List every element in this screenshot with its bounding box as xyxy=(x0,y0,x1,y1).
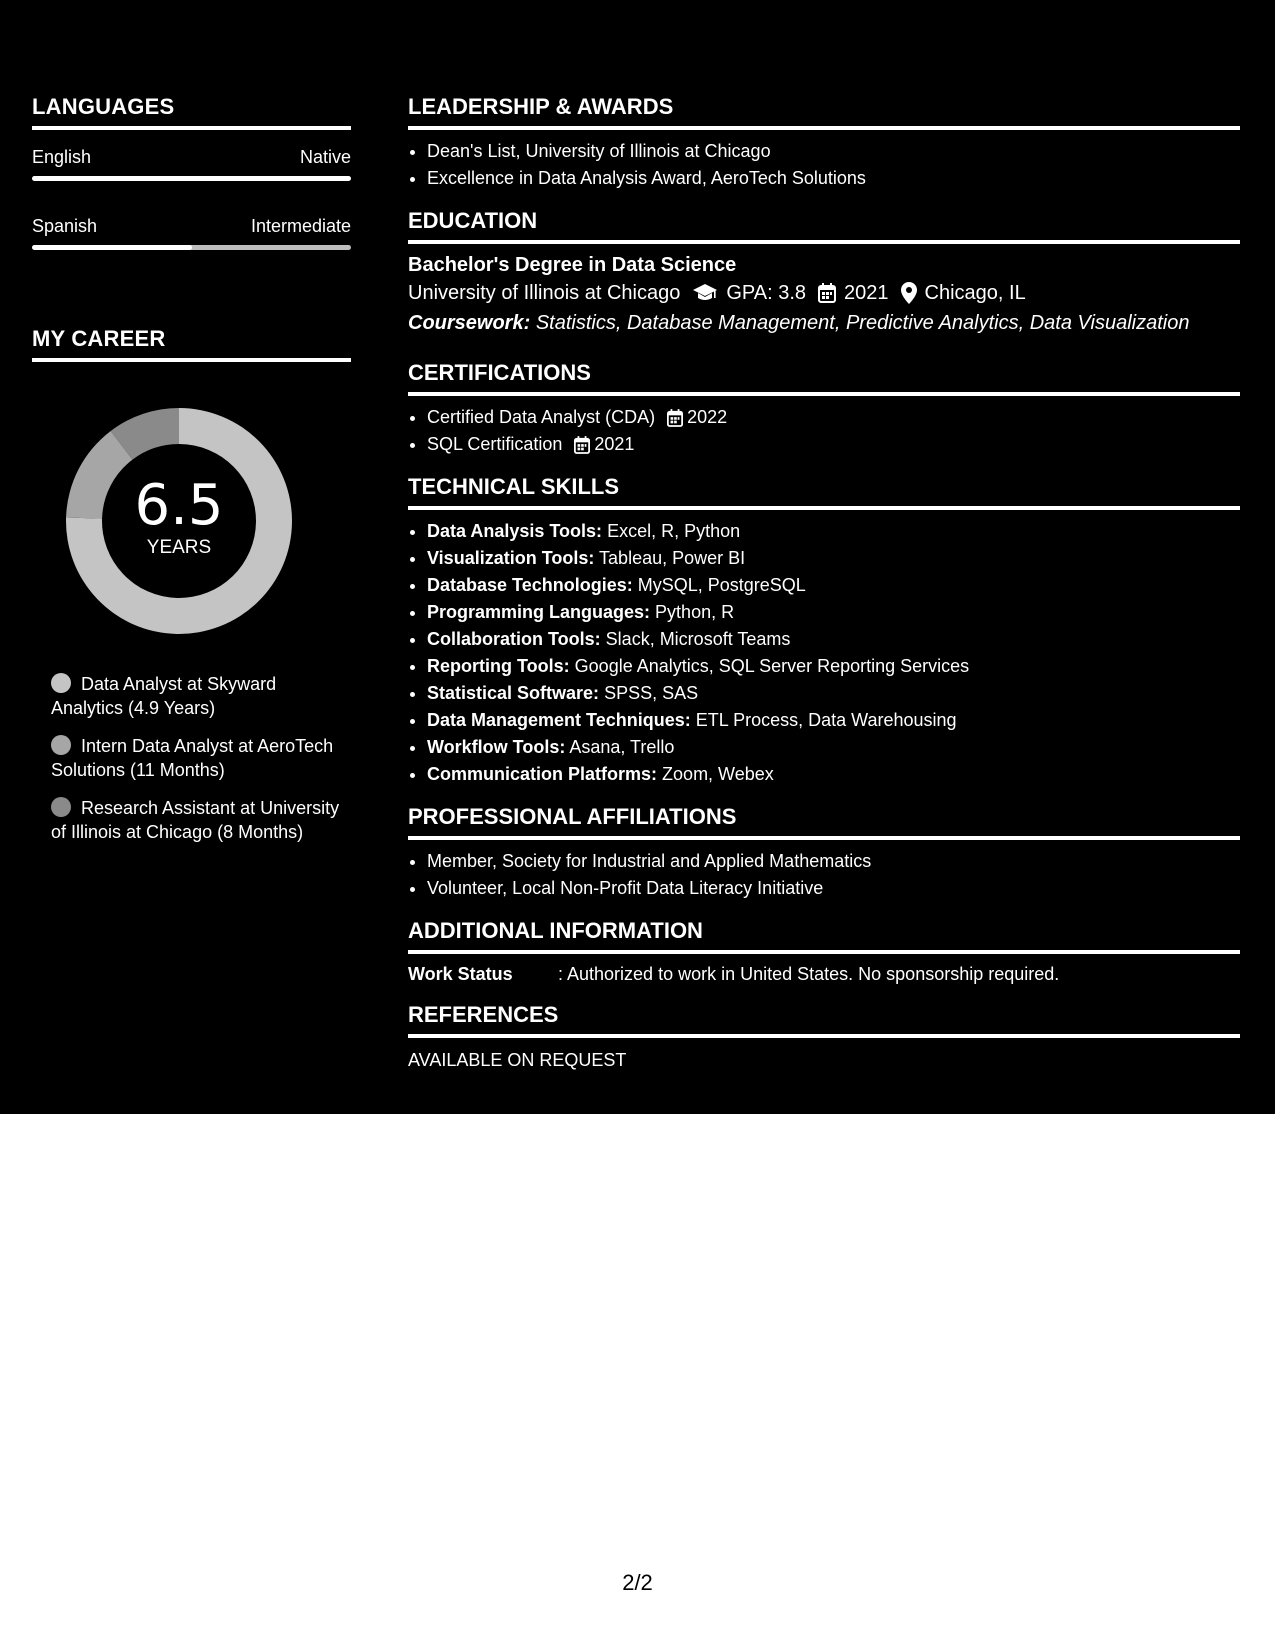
career-entry: Intern Data Analyst at AeroTech Solutions (11 Months) xyxy=(51,736,334,780)
career-total-value: 6.5 xyxy=(134,473,224,538)
page-number: 2/2 xyxy=(622,1570,653,1595)
graduation-cap-icon xyxy=(692,283,718,303)
additional-section xyxy=(408,918,1240,986)
education-degree: Bachelor's Degree in Data Science xyxy=(408,254,737,276)
language-level: Native xyxy=(299,147,351,167)
language-name: English xyxy=(32,147,92,167)
career-dot-icon xyxy=(51,735,71,755)
skills-section xyxy=(408,474,1240,788)
calendar-icon xyxy=(818,283,836,303)
list-item: • Programming Languages: Python, R xyxy=(427,599,1240,626)
leadership-title: LEADERSHIP & AWARDS xyxy=(408,94,1240,130)
education-title: EDUCATION xyxy=(408,208,1240,244)
certifications-title: CERTIFICATIONS xyxy=(408,360,1240,396)
references-text: AVAILABLE ON REQUEST xyxy=(408,1050,627,1070)
languages-title: LANGUAGES xyxy=(32,94,351,130)
list-item: • Dean's List, University of Illinois at Chicago xyxy=(427,138,1240,165)
certifications-section xyxy=(408,360,1240,458)
list-item: • Collaboration Tools: Slack, Microsoft Teams xyxy=(427,626,1240,653)
language-spanish xyxy=(32,215,351,250)
calendar-icon xyxy=(667,409,683,427)
language-bar-fill xyxy=(32,176,351,181)
career-donut-chart xyxy=(64,406,294,636)
affiliations-section xyxy=(408,804,1240,902)
list-item: • Workflow Tools: Asana, Trello xyxy=(427,734,1240,761)
career-total-unit: YEARS xyxy=(146,537,212,558)
list-item: • Certified Data Analyst (CDA) 2022 xyxy=(427,404,1240,431)
work-status-value: : Authorized to work in United States. No sponsorship required. xyxy=(558,964,1060,984)
references-title: REFERENCES xyxy=(408,1002,1240,1038)
list-item: • Excellence in Data Analysis Award, AeroTech Solutions xyxy=(427,165,1240,192)
leadership-section xyxy=(408,94,1240,192)
list-item: • Visualization Tools: Tableau, Power BI xyxy=(427,545,1240,572)
career-dot-icon xyxy=(51,797,71,817)
list-item: • Database Technologies: MySQL, PostgreSQL xyxy=(427,572,1240,599)
education-year: 2021 xyxy=(844,282,889,304)
language-level: Intermediate xyxy=(250,216,351,236)
education-details xyxy=(408,278,1240,308)
list-item: • Reporting Tools: Google Analytics, SQL Server Reporting Services xyxy=(427,653,1240,680)
affiliations-title: PROFESSIONAL AFFILIATIONS xyxy=(408,804,1240,840)
education-section xyxy=(408,208,1240,338)
language-name: Spanish xyxy=(32,216,98,236)
language-bar xyxy=(32,176,351,181)
education-gpa: GPA: 3.8 xyxy=(726,282,807,304)
list-item: • Volunteer, Local Non-Profit Data Literacy Initiative xyxy=(427,875,1240,902)
left-column xyxy=(32,94,351,858)
career-list xyxy=(51,672,341,844)
right-column xyxy=(408,94,1240,1088)
additional-title: ADDITIONAL INFORMATION xyxy=(408,918,1240,954)
list-item: • SQL Certification 2021 xyxy=(427,431,1240,458)
education-location: Chicago, IL xyxy=(924,282,1026,304)
coursework-label: Coursework: xyxy=(408,312,531,334)
language-bar-fill xyxy=(32,245,192,250)
list-item: • Data Analysis Tools: Excel, R, Python xyxy=(427,518,1240,545)
location-pin-icon xyxy=(901,282,917,304)
list-item: • Statistical Software: SPSS, SAS xyxy=(427,680,1240,707)
career-title: MY CAREER xyxy=(32,326,351,362)
calendar-icon xyxy=(574,436,590,454)
list-item: • Communication Platforms: Zoom, Webex xyxy=(427,761,1240,788)
work-status-label: Work Status xyxy=(408,964,513,984)
career-dot-icon xyxy=(51,673,71,693)
career-entry: Research Assistant at University of Illinois at Chicago (8 Months) xyxy=(51,798,340,842)
coursework-value: Statistics, Database Management, Predictive Analytics, Data Visualization xyxy=(535,312,1190,334)
education-coursework xyxy=(408,308,1240,338)
language-english xyxy=(32,146,351,181)
career-entry: Data Analyst at Skyward Analytics (4.9 Years) xyxy=(51,674,277,718)
education-school: University of Illinois at Chicago xyxy=(408,282,681,304)
list-item: • Data Management Techniques: ETL Process, Data Warehousing xyxy=(427,707,1240,734)
language-bar xyxy=(32,245,351,250)
references-section xyxy=(408,1002,1240,1072)
list-item: • Member, Society for Industrial and Applied Mathematics xyxy=(427,848,1240,875)
skills-title: TECHNICAL SKILLS xyxy=(408,474,1240,510)
